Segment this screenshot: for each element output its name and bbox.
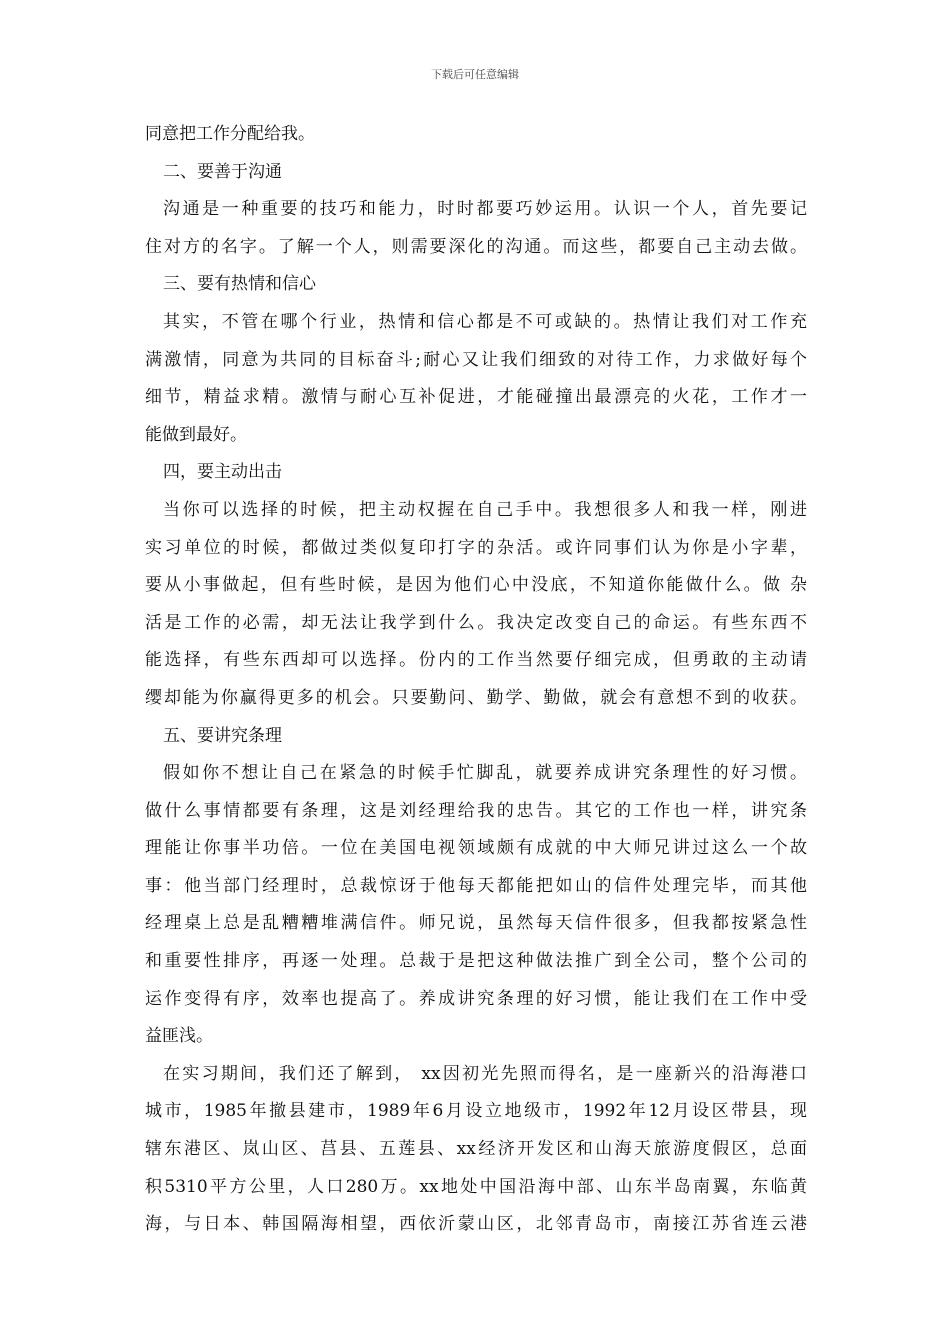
text-line: 沟通是一种重要的技巧和能力，时时都要巧妙运用。认识一个人，首先要记 <box>163 199 807 220</box>
text-line: 城市，1985年撤县建市，1989年6月设立地级市，1992年12月设区带县，现 <box>145 1101 807 1122</box>
text-line: 和重要性排序，再逐一处理。总裁于是把这种做法推广到全公司，整个公司的 <box>145 951 807 972</box>
section-heading: 四，要主动出击 <box>163 462 282 483</box>
text-line: 在实习期间，我们还了解到， xx因初光先照而得名，是一座新兴的沿海港口 <box>163 1063 807 1084</box>
text-line: 能选择，有些东西却可以选择。份内的工作当然要仔细完成，但勇敢的主动请 <box>145 650 807 671</box>
text-line: 辖东港区、岚山区、莒县、五莲县、xx经济开发区和山海天旅游度假区，总面 <box>145 1139 807 1160</box>
text-line: 益匪浅。 <box>145 1026 213 1047</box>
text-line: 做什么事情都要有条理，这是刘经理给我的忠告。其它的工作也一样，讲究条 <box>145 800 807 821</box>
text-line: 理能让你事半功倍。一位在美国电视领域颇有成就的中大师兄讲过这么一个故 <box>145 838 807 859</box>
text-line: 住对方的名字。了解一个人，则需要深化的沟通。而这些，都要自己主动去做。 <box>145 236 807 257</box>
text-line: 实习单位的时候，都做过类似复印打字的杂活。或许同事们认为你是小字辈， <box>145 537 807 558</box>
text-line: 事：他当部门经理时，总裁惊讶于他每天都能把如山的信件处理完毕，而其他 <box>145 875 807 896</box>
text-line: 运作变得有序，效率也提高了。养成讲究条理的好习惯，能让我们在工作中受 <box>145 988 807 1009</box>
text-line: 同意把工作分配给我。 <box>145 124 315 144</box>
text-line: 满激情，同意为共同的目标奋斗;耐心又让我们细致的对待工作，力求做好每个 <box>145 349 807 370</box>
section-heading: 二、要善于沟通 <box>163 161 282 182</box>
text-line: 要从小事做起，但有些时候，是因为他们心中没底，不知道你能做什么。做 杂 <box>145 575 807 596</box>
text-line: 当你可以选择的时候，把主动权握在自己手中。我想很多人和我一样，刚进 <box>163 499 807 520</box>
document-body <box>145 116 807 1244</box>
text-line: 活是工作的必需，却无法让我学到什么。我决定改变自己的命运。有些东西不 <box>145 612 807 633</box>
text-line: 海，与日本、韩国隔海相望，西依沂蒙山区，北邻青岛市，南接江苏省连云港 <box>145 1214 807 1235</box>
page-header: 下载后可任意编辑 <box>431 68 519 81</box>
text-line: 经理桌上总是乱糟糟堆满信件。师兄说，虽然每天信件很多，但我都按紧急性 <box>145 913 807 934</box>
text-line: 缨却能为你赢得更多的机会。只要勤问、勤学、勤做，就会有意想不到的收获。 <box>145 687 807 708</box>
text-line: 能做到最好。 <box>145 424 247 445</box>
text-line: 其实，不管在哪个行业，热情和信心都是不可或缺的。热情让我们对工作充 <box>163 311 807 332</box>
text-line: 细节，精益求精。激情与耐心互补促进，才能碰撞出最漂亮的火花，工作才一 <box>145 387 807 408</box>
text-line: 积5310平方公里，人口280万。xx地处中国沿海中部、山东半岛南翼，东临黄 <box>145 1176 807 1197</box>
text-line: 假如你不想让自己在紧急的时候手忙脚乱，就要养成讲究条理性的好习惯。 <box>163 763 807 784</box>
section-heading: 五、要讲究条理 <box>163 725 282 746</box>
section-heading: 三、要有热情和信心 <box>163 274 316 295</box>
